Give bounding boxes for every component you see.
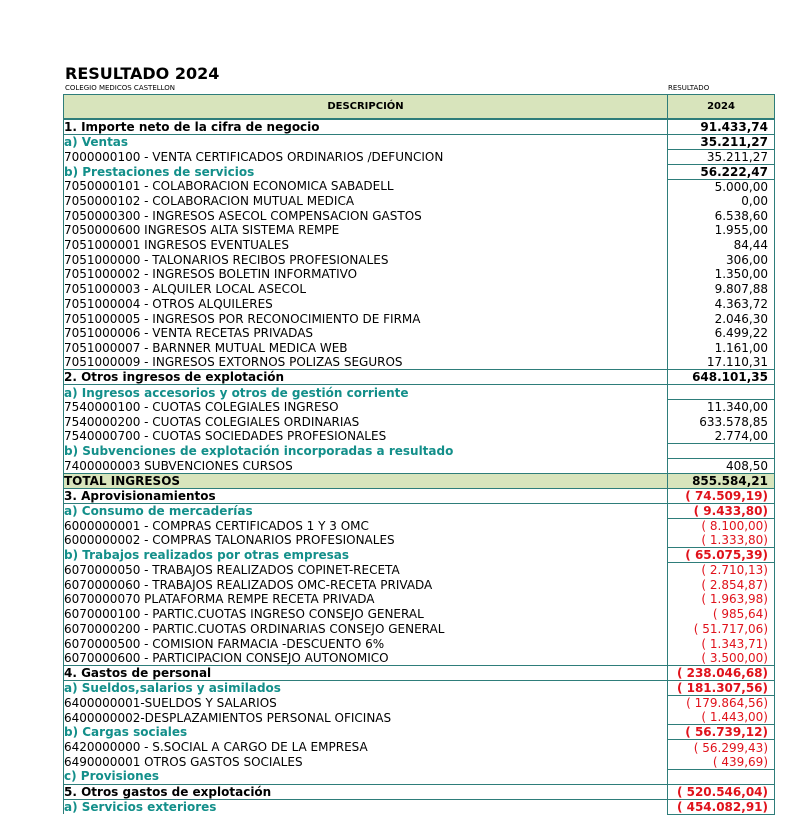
table-row [64,355,775,370]
row-amount: ( 181.307,56) [668,681,775,696]
row-amount: 648.101,35 [668,370,775,385]
table-row [64,385,775,400]
table-row [64,784,775,799]
row-amount: ( 65.075,39) [668,548,775,563]
row-description: 6420000000 - S.SOCIAL A CARGO DE LA EMPRESA [64,740,668,755]
row-amount: ( 2.854,87) [668,577,775,592]
row-description: b) Subvenciones de explotación incorporadas a resultado [64,444,668,459]
row-description: 7050000101 - COLABORACION ECONOMICA SABADELL [64,179,668,194]
row-description: a) Ventas [64,134,668,149]
row-description: 7050000300 - INGRESOS ASECOL COMPENSACION GASTOS [64,208,668,223]
row-description: b) Trabajos realizados por otras empresas [64,548,668,563]
table-row [64,740,775,755]
table-row [64,755,775,770]
row-description: 7051000009 - INGRESOS EXTORNOS POLIZAS SEGUROS [64,355,668,370]
row-description: b) Cargas sociales [64,725,668,740]
row-amount: ( 8.100,00) [668,518,775,533]
row-description: 7540000100 - CUOTAS COLEGIALES INGRESO [64,400,668,415]
row-amount: ( 1.443,00) [668,710,775,725]
row-description: 7400000003 SUBVENCIONES CURSOS [64,458,668,473]
table-row [64,252,775,267]
row-amount [668,385,775,400]
row-description: a) Consumo de mercaderías [64,503,668,518]
row-amount: ( 1.333,80) [668,533,775,548]
table-row [64,311,775,326]
table-row [64,563,775,578]
row-description: 6070000500 - COMISION FARMACIA -DESCUENTO 6% [64,636,668,651]
row-amount: 408,50 [668,458,775,473]
row-amount: 9.807,88 [668,282,775,297]
row-amount: 56.222,47 [668,164,775,179]
table-row [64,341,775,356]
row-amount: ( 520.546,04) [668,784,775,799]
row-description: a) Ingresos accesorios y otros de gestión corriente [64,385,668,400]
table-row [64,488,775,503]
row-description: 6400000001-SUELDOS Y SALARIOS [64,696,668,711]
row-description: 4. Gastos de personal [64,666,668,681]
row-description: 6070000200 - PARTIC.CUOTAS ORDINARIAS CONSEJO GENERAL [64,622,668,637]
table-row [64,533,775,548]
row-description: 7000000100 - VENTA CERTIFICADOS ORDINARIOS /DEFUNCION [64,149,668,164]
results-table [63,94,775,815]
row-amount: 6.538,60 [668,208,775,223]
row-description: 7051000005 - INGRESOS POR RECONOCIMIENTO DE FIRMA [64,311,668,326]
table-row [64,429,775,444]
row-amount: 633.578,85 [668,414,775,429]
table-row [64,769,775,784]
row-amount: ( 56.739,12) [668,725,775,740]
row-amount: ( 2.710,13) [668,563,775,578]
row-amount: 11.340,00 [668,400,775,415]
table-row [64,710,775,725]
table-row [64,696,775,711]
row-description: 6070000070 PLATAFORMA REMPE RECETA PRIVADA [64,592,668,607]
table-row [64,636,775,651]
table-header-row [64,95,775,119]
table-row [64,503,775,518]
table-row [64,282,775,297]
row-description: c) Provisiones [64,769,668,784]
table-row [64,370,775,385]
row-description: 6000000002 - COMPRAS TALONARIOS PROFESIONALES [64,533,668,548]
table-row [64,238,775,253]
row-description: 7051000001 INGRESOS EVENTUALES [64,238,668,253]
row-amount: ( 1.343,71) [668,636,775,651]
row-description: 1. Importe neto de la cifra de negocio [64,119,668,135]
row-amount: 855.584,21 [668,473,775,488]
row-amount: 35.211,27 [668,134,775,149]
row-description: 2. Otros ingresos de explotación [64,370,668,385]
row-amount: 1.955,00 [668,223,775,238]
table-row [64,194,775,209]
row-description: b) Prestaciones de servicios [64,164,668,179]
table-row [64,134,775,149]
row-description: a) Sueldos,salarios y asimilados [64,681,668,696]
row-amount: 35.211,27 [668,149,775,164]
table-row [64,400,775,415]
table-row [64,458,775,473]
row-amount: 0,00 [668,194,775,209]
table-row [64,414,775,429]
table-body [64,119,775,815]
row-description: 7051000003 - ALQUILER LOCAL ASECOL [64,282,668,297]
row-amount: 84,44 [668,238,775,253]
row-amount: ( 9.433,80) [668,503,775,518]
table-row [64,607,775,622]
table-row [64,651,775,666]
table-row [64,297,775,312]
row-description: 7050000600 INGRESOS ALTA SISTEMA REMPE [64,223,668,238]
table-row [64,179,775,194]
row-description: 6070000050 - TRABAJOS REALIZADOS COPINET-RECETA [64,563,668,578]
row-amount: ( 985,64) [668,607,775,622]
row-amount: 1.350,00 [668,267,775,282]
table-row [64,518,775,533]
report-title: RESULTADO 2024 [65,64,220,83]
row-amount: 2.046,30 [668,311,775,326]
row-amount: 2.774,00 [668,429,775,444]
row-description: 7051000007 - BARNNER MUTUAL MEDICA WEB [64,341,668,356]
row-description: 7540000200 - CUOTAS COLEGIALES ORDINARIAS [64,414,668,429]
row-description: 7051000000 - TALONARIOS RECIBOS PROFESIONALES [64,252,668,267]
year-header: 2024 [668,95,775,119]
row-amount: 6.499,22 [668,326,775,341]
table-row [64,577,775,592]
row-amount: ( 439,69) [668,755,775,770]
row-amount: 4.363,72 [668,297,775,312]
row-amount: ( 74.509,19) [668,488,775,503]
row-amount [668,769,775,784]
result-label: RESULTADO [668,84,710,92]
table-row [64,799,775,814]
table-row [64,444,775,459]
row-description: 6070000100 - PARTIC.CUOTAS INGRESO CONSEJO GENERAL [64,607,668,622]
table-row [64,725,775,740]
row-amount: ( 1.963,98) [668,592,775,607]
organization-name: COLEGIO MEDICOS CASTELLON [65,84,176,92]
row-description: 6070000060 - TRABAJOS REALIZADOS OMC-RECETA PRIVADA [64,577,668,592]
table-row [64,164,775,179]
table-row [64,681,775,696]
row-description: 7051000004 - OTROS ALQUILERES [64,297,668,312]
row-amount: ( 56.299,43) [668,740,775,755]
row-description: 3. Aprovisionamientos [64,488,668,503]
table-row [64,326,775,341]
table-row [64,149,775,164]
row-description: 7050000102 - COLABORACION MUTUAL MEDICA [64,194,668,209]
row-amount: ( 238.046,68) [668,666,775,681]
row-description: 6070000600 - PARTICIPACION CONSEJO AUTONOMICO [64,651,668,666]
table-row [64,208,775,223]
row-amount: 306,00 [668,252,775,267]
row-description: TOTAL INGRESOS [64,473,668,488]
row-amount: ( 179.864,56) [668,696,775,711]
row-description: 6490000001 OTROS GASTOS SOCIALES [64,755,668,770]
table-row [64,267,775,282]
table-row [64,223,775,238]
row-amount: 5.000,00 [668,179,775,194]
table-row [64,473,775,488]
row-description: a) Servicios exteriores [64,799,668,814]
table-row [64,548,775,563]
table-row [64,622,775,637]
description-header: DESCRIPCIÓN [64,95,668,119]
table-row [64,119,775,135]
row-amount [668,444,775,459]
row-amount: 91.433,74 [668,119,775,135]
row-amount: 17.110,31 [668,355,775,370]
row-amount: ( 51.717,06) [668,622,775,637]
row-description: 7051000002 - INGRESOS BOLETIN INFORMATIVO [64,267,668,282]
table-row [64,592,775,607]
row-amount: ( 3.500,00) [668,651,775,666]
row-description: 7540000700 - CUOTAS SOCIEDADES PROFESIONALES [64,429,668,444]
row-amount: ( 454.082,91) [668,799,775,814]
row-description: 6000000001 - COMPRAS CERTIFICADOS 1 Y 3 OMC [64,518,668,533]
row-description: 6400000002-DESPLAZAMIENTOS PERSONAL OFICINAS [64,710,668,725]
row-description: 5. Otros gastos de explotación [64,784,668,799]
row-description: 7051000006 - VENTA RECETAS PRIVADAS [64,326,668,341]
row-amount: 1.161,00 [668,341,775,356]
table-row [64,666,775,681]
